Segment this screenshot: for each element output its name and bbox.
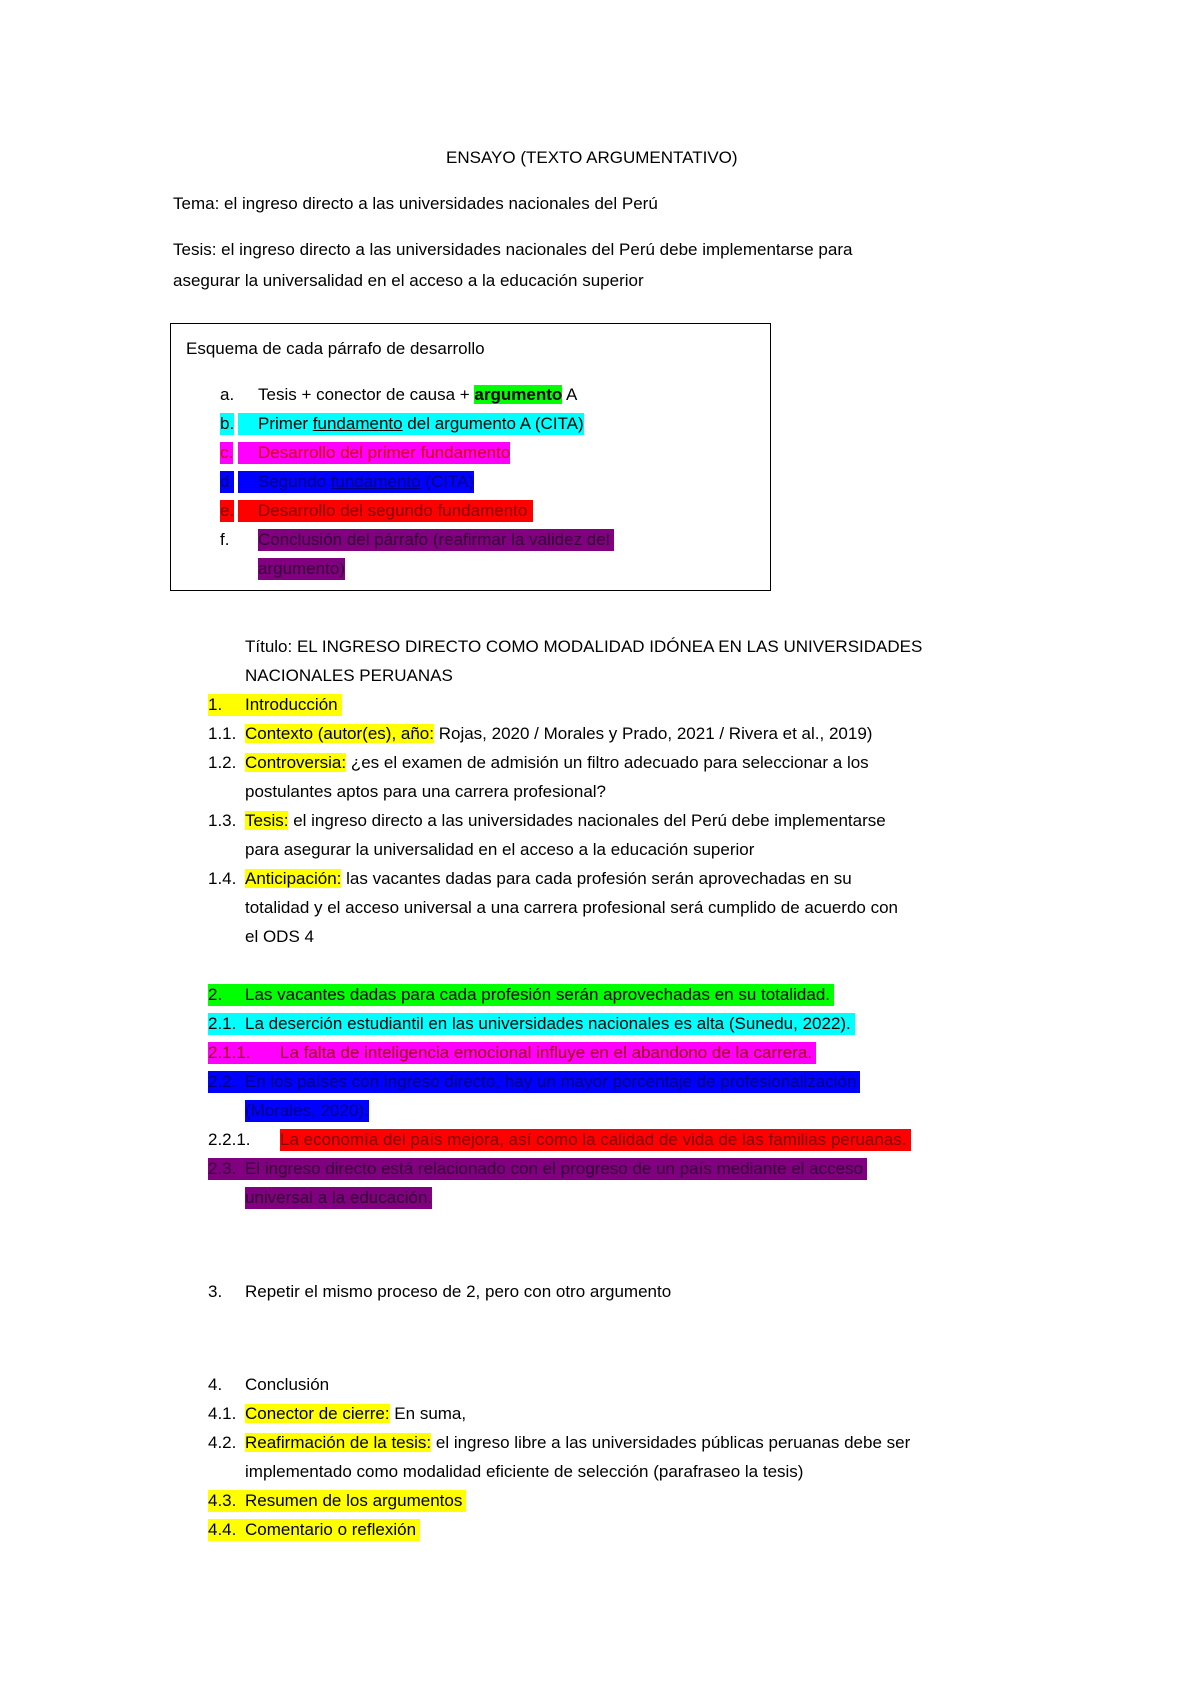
- s4-number: 4.: [208, 1375, 223, 1394]
- s4-heading: Conclusión: [245, 1375, 330, 1394]
- s3-line: Repetir el mismo proceso de 2, pero con otro argumento: [245, 1282, 672, 1301]
- s4-3-number: 4.3.: [208, 1490, 245, 1512]
- esquema-item-a: Tesis + conector de causa + argumento A: [258, 385, 578, 404]
- s4-4-line: Comentario o reflexión: [245, 1519, 420, 1541]
- document-title: ENSAYO (TEXTO ARGUMENTATIVO): [446, 148, 738, 167]
- s4-4-number: 4.4.: [208, 1519, 245, 1541]
- s1-4-line-3: el ODS 4: [245, 927, 314, 946]
- tema-line: Tema: el ingreso directo a las universidades nacionales del Perú: [173, 194, 658, 213]
- s1-2-line-1: Controversia: ¿es el examen de admisión un filtro adecuado para seleccionar a los: [245, 753, 869, 772]
- esquema-item-f-line1: Conclusión del párrafo (reafirmar la validez del: [258, 529, 614, 551]
- s2-2-line-2: (Morales, 2020).: [245, 1101, 369, 1120]
- esquema-title: Esquema de cada párrafo de desarrollo: [186, 339, 485, 358]
- s2-3-number: 2.3.: [208, 1158, 245, 1180]
- esquema-item-f-line2: argumento): [258, 559, 345, 578]
- s1-2-number: 1.2.: [208, 753, 237, 772]
- s1-1-number: 1.1.: [208, 724, 237, 743]
- s4-3-line: Resumen de los argumentos: [245, 1490, 466, 1512]
- s1-number: 1.: [208, 694, 245, 716]
- esquema-item-b: Primer fundamento del argumento A (CITA): [238, 413, 584, 435]
- s2-heading: Las vacantes dadas para cada profesión serán aprovechadas en su totalidad.: [245, 984, 834, 1006]
- esquema-item-d: Segundo fundamento (CITA): [238, 471, 474, 493]
- s1-heading: Introducción: [245, 694, 342, 716]
- s4-2-line-2: implementado como modalidad eficiente de selección (parafraseo la tesis): [245, 1462, 804, 1481]
- s1-4-number: 1.4.: [208, 869, 237, 888]
- argumento-highlight: argumento: [474, 385, 563, 404]
- s1-2-line-2: postulantes aptos para una carrera profesional?: [245, 782, 607, 801]
- titulo-line-2: NACIONALES PERUANAS: [245, 666, 453, 685]
- s2-number: 2.: [208, 984, 245, 1006]
- s2-2-line-1: En los países con ingreso directo, hay un mayor porcentaje de profesionalización: [245, 1071, 860, 1093]
- esquema-item-c: Desarrollo del primer fundamento: [238, 442, 510, 464]
- tesis-line-1: Tesis: el ingreso directo a las universidades nacionales del Perú debe implementarse para: [173, 240, 853, 259]
- esquema-marker-b: b.: [220, 414, 235, 433]
- s1-4-line-2: totalidad y el acceso universal a una carrera profesional será cumplido de acuerdo con: [245, 898, 898, 917]
- s1-1-line: Contexto (autor(es), año: Rojas, 2020 / Morales y Prado, 2021 / Rivera et al., 2019): [245, 724, 873, 743]
- s1-4-line-1: Anticipación: las vacantes dadas para cada profesión serán aprovechadas en su: [245, 869, 852, 888]
- s2-2-1-line: La economía del país mejora, así como la calidad de vida de las familias peruanas.: [280, 1129, 911, 1151]
- titulo-line-1: Título: EL INGRESO DIRECTO COMO MODALIDAD IDÓNEA EN LAS UNIVERSIDADES: [245, 637, 923, 656]
- s4-1-line: Conector de cierre: En suma,: [245, 1404, 467, 1423]
- s2-2-number: 2.2.: [208, 1071, 245, 1093]
- esquema-marker-f: f.: [220, 530, 230, 549]
- s1-3-line-1: Tesis: el ingreso directo a las universidades nacionales del Perú debe implementarse: [245, 811, 886, 830]
- s4-2-number: 4.2.: [208, 1433, 237, 1452]
- s2-1-1-number: 2.1.1.: [208, 1042, 280, 1064]
- esquema-marker-a: a.: [220, 385, 235, 404]
- s3-number: 3.: [208, 1282, 223, 1301]
- s1-3-line-2: para asegurar la universalidad en el acceso a la educación superior: [245, 840, 755, 859]
- esquema-marker-d: d.: [220, 472, 235, 491]
- esquema-marker-c: c.: [220, 443, 234, 462]
- tesis-line-2: asegurar la universalidad en el acceso a la educación superior: [173, 271, 644, 290]
- s4-1-number: 4.1.: [208, 1404, 237, 1423]
- s1-3-number: 1.3.: [208, 811, 237, 830]
- s2-1-line: La deserción estudiantil en las universidades nacionales es alta (Sunedu, 2022).: [245, 1013, 855, 1035]
- esquema-item-e: Desarrollo del segundo fundamento: [238, 500, 533, 522]
- s4-2-line-1: Reafirmación de la tesis: el ingreso libre a las universidades públicas peruanas debe ser: [245, 1433, 911, 1452]
- s2-3-line-1: El ingreso directo está relacionado con el progreso de un país mediante el acceso: [245, 1158, 867, 1180]
- s2-1-1-line: La falta de inteligencia emocional influye en el abandono de la carrera.: [280, 1042, 816, 1064]
- s2-2-1-number: 2.2.1.: [208, 1130, 251, 1149]
- s2-1-number: 2.1.: [208, 1013, 245, 1035]
- s2-3-line-2: universal a la educación.: [245, 1188, 433, 1207]
- esquema-marker-e: e.: [220, 501, 235, 520]
